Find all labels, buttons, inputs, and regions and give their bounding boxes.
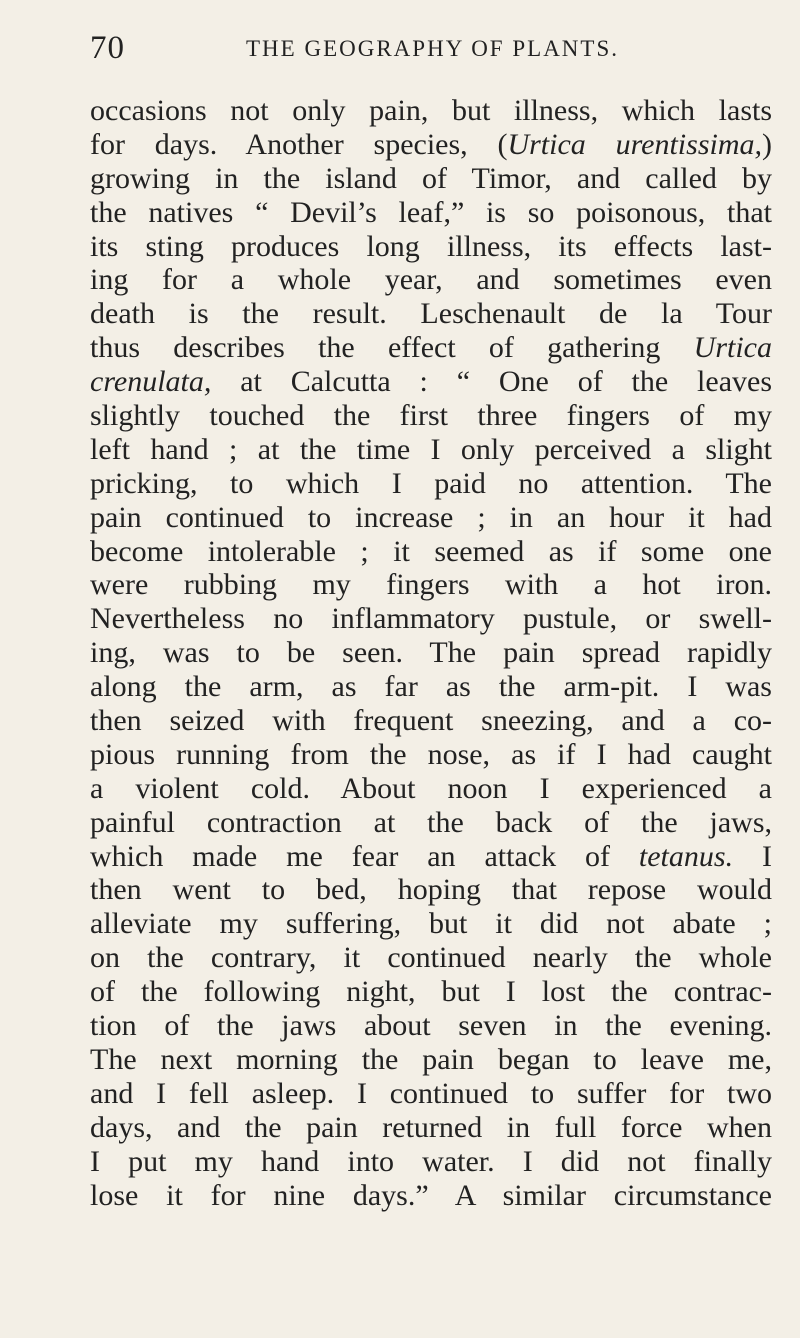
text-run: pricking, to which I paid no attention. The <box>90 466 772 500</box>
text-run: ing, was to be seen. The pain spread rapidly <box>90 636 772 670</box>
text-run: slightly touched the first three fingers of my <box>90 399 772 433</box>
text-line <box>90 297 772 331</box>
text-line <box>90 128 772 162</box>
text-run: for days. Another species, ( <box>90 127 508 161</box>
text-run: which made me fear an attack of <box>90 839 639 873</box>
text-run: of the following night, but I lost the contrac- <box>90 975 772 1009</box>
text-run: the natives “ Devil’s leaf,” is so poisonous, that <box>90 195 772 229</box>
text-run: were rubbing my fingers with a hot iron. <box>90 568 772 602</box>
text-run: alleviate my suffering, but it did not abate ; <box>90 907 772 941</box>
text-line <box>90 806 772 840</box>
text-line <box>90 196 772 230</box>
text-line <box>90 975 772 1009</box>
text-line <box>90 399 772 433</box>
text-run: then went to bed, hoping that repose would <box>90 873 772 907</box>
text-run: ing for a whole year, and sometimes even <box>90 263 772 297</box>
text-line <box>90 1145 772 1179</box>
text-line <box>90 331 772 365</box>
text-line <box>90 873 772 907</box>
text-line <box>90 365 772 399</box>
italic-text: crenulata, <box>90 365 212 399</box>
text-run: days, and the pain returned in full force when <box>90 1110 772 1144</box>
text-line <box>90 670 772 704</box>
text-run: pious running from the nose, as if I had caught <box>90 737 772 771</box>
text-run: tion of the jaws about seven in the evening. <box>90 1009 772 1043</box>
text-run: a violent cold. About noon I experienced a <box>90 771 772 805</box>
text-run: growing in the island of Timor, and called by <box>90 161 772 195</box>
text-line <box>90 230 772 264</box>
text-line <box>90 1043 772 1077</box>
text-line <box>90 738 772 772</box>
text-run: become intolerable ; it seemed as if some one <box>90 534 772 568</box>
text-run: along the arm, as far as the arm-pit. I was <box>90 670 772 704</box>
text-run: The next morning the pain began to leave me, <box>90 1042 772 1076</box>
text-run: I <box>733 839 772 873</box>
text-line <box>90 840 772 874</box>
text-line <box>90 941 772 975</box>
italic-text: Urtica urentissima, <box>507 127 762 161</box>
text-run: I put my hand into water. I did not finally <box>90 1144 772 1178</box>
text-run: its sting produces long illness, its effects last- <box>90 229 772 263</box>
text-line <box>90 1009 772 1043</box>
text-run: then seized with frequent sneezing, and a co- <box>90 704 772 738</box>
text-run: pain continued to increase ; in an hour it had <box>90 500 772 534</box>
italic-text: Urtica <box>693 331 772 365</box>
text-line <box>90 636 772 670</box>
text-line <box>90 772 772 806</box>
text-run: painful contraction at the back of the jaws, <box>90 805 772 839</box>
text-line <box>90 1111 772 1145</box>
italic-text: tetanus. <box>638 839 734 873</box>
text-run: left hand ; at the time I only perceived a slight <box>90 432 772 466</box>
text-run: and I fell asleep. I continued to suffer for two <box>90 1076 772 1110</box>
text-line <box>90 433 772 467</box>
text-run: thus describes the effect of gathering <box>90 331 694 365</box>
text-run: occasions not only pain, but illness, which lasts <box>90 94 772 127</box>
text-run: at Calcutta : “ One of the leaves <box>211 365 772 399</box>
text-line <box>90 568 772 602</box>
text-line <box>90 162 772 196</box>
text-line <box>90 263 772 297</box>
text-line <box>90 1179 772 1213</box>
text-line <box>90 602 772 636</box>
text-line <box>90 535 772 569</box>
text-line <box>90 1077 772 1111</box>
text-line <box>90 467 772 501</box>
text-run: on the contrary, it continued nearly the whole <box>90 941 772 975</box>
text-line <box>90 704 772 738</box>
text-run: Nevertheless no inflammatory pustule, or swell- <box>90 602 772 636</box>
text-line <box>90 907 772 941</box>
text-run: lose it for nine days.” A similar circumstance <box>90 1178 772 1212</box>
text-run: ) <box>762 127 772 161</box>
text-line <box>90 501 772 535</box>
body-text <box>90 94 772 1212</box>
page-number: 70 <box>90 30 125 66</box>
text-run: death is the result. Leschenault de la Tour <box>90 297 772 331</box>
running-head <box>90 18 772 68</box>
text-line <box>90 94 772 128</box>
running-title: THE GEOGRAPHY OF PLANTS. <box>246 36 619 61</box>
